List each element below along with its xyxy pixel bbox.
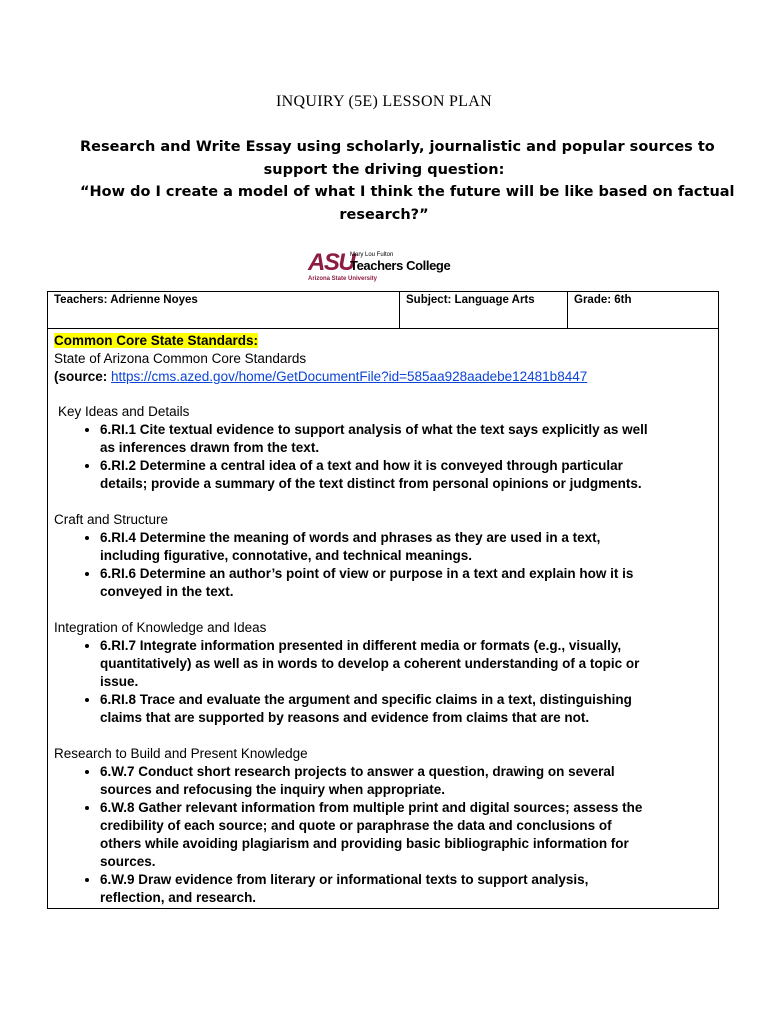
- list-item: [100, 565, 712, 601]
- standards-list: [54, 637, 712, 727]
- item-line: • 6.RI.1 Cite textual evidence to support analysis of what the text says explicitly as well: [100, 422, 648, 437]
- standards-list: [54, 421, 712, 493]
- item-line: sources.: [100, 854, 156, 869]
- asu-teachers-college-logo: [308, 251, 468, 287]
- item-line: • 6.RI.7 Integrate information presented in different media or formats (e.g., visually,: [100, 638, 622, 653]
- lesson-heading: [80, 136, 735, 226]
- item-line: issue.: [100, 674, 139, 689]
- heading-line: research?”: [339, 206, 429, 223]
- standards-heading: Common Core State Standards:: [54, 333, 259, 348]
- source-line: [54, 368, 712, 386]
- item-line: including figurative, connotative, and technical meanings.: [100, 548, 473, 563]
- standards-subtitle: State of Arizona Common Core Standards: [54, 351, 307, 366]
- list-item: [100, 637, 712, 691]
- section-title: Integration of Knowledge and Ideas: [54, 620, 267, 635]
- list-item: [100, 457, 712, 493]
- source-label: (source:: [54, 369, 112, 384]
- item-line: as inferences drawn from the text.: [100, 440, 320, 455]
- item-line: quantitatively) as well as in words to develop a coherent understanding of a topic or: [100, 656, 640, 671]
- standards-list: [54, 763, 712, 907]
- item-line: • 6.W.9 Draw evidence from literary or informational texts to support analysis,: [100, 872, 589, 887]
- list-item: [100, 529, 712, 565]
- item-line: • 6.RI.8 Trace and evaluate the argument and specific claims in a text, distinguishing: [100, 692, 632, 707]
- source-link[interactable]: https://cms.azed.gov/home/GetDocumentFile?id=585aa928aadebe12481b8447: [111, 369, 588, 384]
- standards-list: [54, 529, 712, 601]
- heading-line: “How do I create a model of what I think the future will be like based on factual: [80, 184, 735, 200]
- logo-line-3: Arizona State University: [308, 276, 378, 282]
- heading-line: Research and Write Essay using scholarly, journalistic and popular sources to: [80, 139, 715, 155]
- list-item: [100, 799, 712, 871]
- logo-line-1: Mary Lou Fulton: [350, 252, 394, 258]
- asu-mark: ASU: [308, 249, 355, 276]
- item-line: • 6.RI.2 Determine a central idea of a text and how it is conveyed through particular: [100, 458, 623, 473]
- item-line: credibility of each source; and quote or paraphrase the data and conclusions of: [100, 818, 612, 833]
- item-line: claims that are supported by reasons and evidence from claims that are not.: [100, 710, 590, 725]
- heading-line: support the driving question:: [263, 161, 505, 178]
- item-line: • 6.RI.4 Determine the meaning of words and phrases as they are used in a text,: [100, 530, 601, 545]
- item-line: sources and refocusing the inquiry when appropriate.: [100, 782, 446, 797]
- grade-cell: Grade: 6th: [574, 294, 632, 306]
- subject-cell: Subject: Language Arts: [400, 292, 568, 328]
- item-line: • 6.RI.6 Determine an author’s point of view or purpose in a text and explain how it is: [100, 566, 634, 581]
- item-line: conveyed in the text.: [100, 584, 234, 599]
- section-title: Research to Build and Present Knowledge: [54, 746, 308, 761]
- item-line: • 6.W.8 Gather relevant information from multiple print and digital sources; assess the: [100, 800, 643, 815]
- item-line: reflection, and research.: [100, 890, 257, 905]
- list-item: [100, 763, 712, 799]
- teachers-cell: Teachers: Adrienne Noyes: [48, 292, 400, 328]
- item-line: details; provide a summary of the text distinct from personal opinions or judgments.: [100, 476, 642, 491]
- list-item: [100, 871, 712, 907]
- lesson-info-row: [47, 291, 719, 329]
- section-title: Craft and Structure: [54, 512, 169, 527]
- list-item: [100, 421, 712, 457]
- item-line: • 6.W.7 Conduct short research projects to answer a question, drawing on several: [100, 764, 615, 779]
- list-item: [100, 691, 712, 727]
- standards-cell: [47, 328, 719, 909]
- item-line: others while avoiding plagiarism and providing basic bibliographic information for: [100, 836, 629, 851]
- section-title: Key Ideas and Details: [58, 404, 190, 419]
- logo-line-2: Teachers College: [350, 258, 451, 273]
- document-title: INQUIRY (5E) LESSON PLAN: [276, 93, 492, 110]
